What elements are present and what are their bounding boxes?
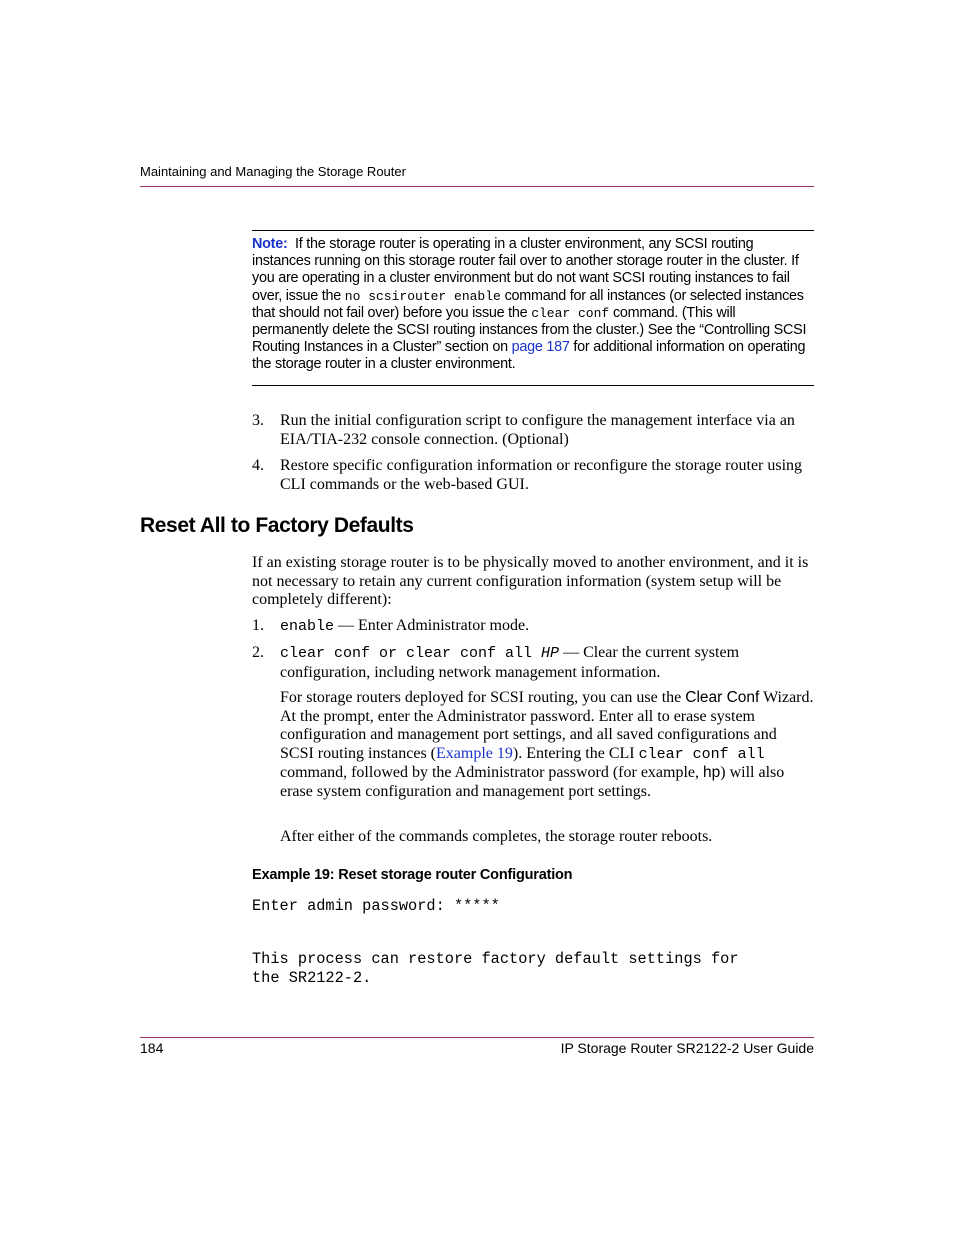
code-line: the SR2122-2. [252, 969, 372, 987]
code-line: This process can restore factory default settings for [252, 950, 739, 968]
paragraph-text: Wizard. At the prompt, enter the Administrator password. Enter all to erase system configuration and management port settings, and all saved configurations and SCSI routing instances ( [280, 689, 814, 762]
page-link[interactable]: page 187 [511, 339, 570, 356]
footer-rule [140, 1037, 814, 1038]
note-text: command for all instances (or selected instances that should not fail over) before you issue the [252, 287, 804, 321]
step-number: 2. [252, 644, 264, 661]
step-item [252, 644, 814, 682]
section-heading: Reset All to Factory Defaults [140, 514, 414, 537]
step-number: 1. [252, 617, 264, 634]
guide-title: IP Storage Router SR2122-2 User Guide [560, 1040, 814, 1056]
step-number: 4. [252, 457, 264, 474]
reboot-paragraph: After either of the commands completes, the storage router reboots. [280, 828, 713, 845]
paragraph-text: ) will also erase system configuration and management port settings. [280, 764, 785, 800]
section-intro: If an existing storage router is to be physically moved to another environment, and it is not necessary to retain any current configuration information (system setup will be completely different): [252, 554, 809, 609]
paragraph-text: command, followed by the Administrator password (for example, [280, 764, 704, 782]
step-item [252, 412, 814, 449]
command-code: clear conf all [638, 745, 765, 763]
step-text: Restore specific configuration information or reconfigure the storage router using CLI commands or the web-based GUI. [280, 457, 803, 493]
command-code: clear conf or clear conf all [280, 645, 542, 662]
page-number: 184 [140, 1040, 164, 1056]
step-item [252, 617, 814, 637]
running-header: Maintaining and Managing the Storage Router [140, 164, 406, 179]
paragraph-text: For storage routers deployed for SCSI routing, you can use the [280, 689, 686, 706]
step-number: 3. [252, 412, 264, 429]
note-top-rule [252, 230, 814, 231]
note-text: command. (This will permanently delete the SCSI routing instances from the cluster.) See the “Controlling SCSI Routing Instances in a Cluster” section on [252, 304, 807, 356]
step-text: — Clear the current system configuration, including network management information. [280, 644, 740, 681]
code-line: Enter admin password: ***** [252, 897, 500, 915]
paragraph-text: ). Entering the CLI [512, 744, 639, 762]
example-caption: Example 19: Reset storage router Configuration [252, 867, 573, 883]
note-text: for additional information on operating the storage router in a cluster environment. [252, 339, 806, 373]
note-label: Note: [252, 236, 288, 252]
step-text: — Enter Administrator mode. [334, 617, 530, 634]
example-link[interactable]: Example 19 [436, 744, 513, 762]
note-text: If the storage router is operating in a cluster environment, any SCSI routing instances running on this storage router fail over to another storage router in the cluster. If you are operating in a cluster environment but do not want SCSI routing instances to fail over, issue the [252, 236, 799, 304]
wizard-paragraph [280, 689, 814, 802]
step-text: Run the initial configuration script to configure the management interface via an EIA/TIA-232 console connection. (Optional) [280, 412, 795, 448]
command-code: enable [280, 618, 335, 635]
step-item [252, 457, 814, 494]
note-code: no scsirouter enable [344, 288, 501, 304]
ui-term: hp [703, 764, 721, 782]
note-code: clear conf [531, 305, 610, 321]
note-block [252, 236, 814, 374]
note-bottom-rule [252, 385, 814, 386]
ui-term: Clear Conf [685, 689, 760, 706]
header-rule [140, 186, 814, 187]
command-argument: HP [541, 645, 560, 662]
